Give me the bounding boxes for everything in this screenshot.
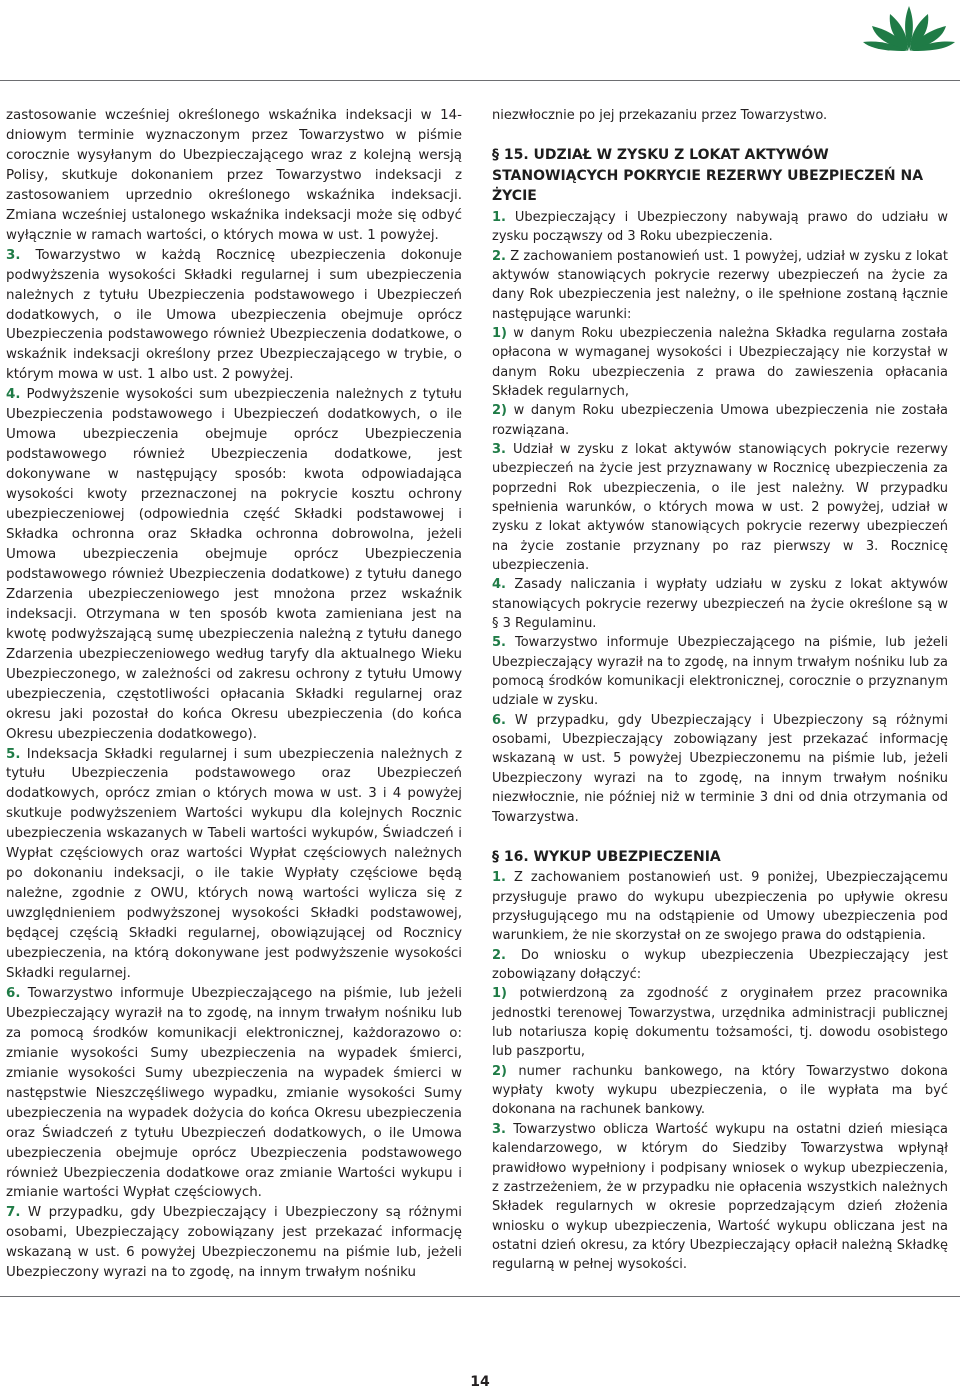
s15-paragraph-3: 3. Udział w zysku z lokat aktywów stanowiących pokrycie rezerwy ubezpieczeń na życie jest przyznawany w Rocznicę ubezpieczenia za poprzedni Rok ubezpieczenia, o ile jest należny. W przypadku spełnienia warunków, o których mowa w ust. 2 powyżej, udział w zysku z lokat aktywów stanowiących pokrycie rezerwy ubezpieczeń na życie zostanie przyznany po raz pierwszy w 3. Rocznicę ubezpieczenia. [492, 441, 948, 574]
s15-condition-2: 2) w danym Roku ubezpieczenia Umowa ubezpieczenia nie została rozwiązana. [492, 403, 948, 438]
s15-paragraph-6: 6. W przypadku, gdy Ubezpieczający i Ubezpieczony są różnymi osobami, Ubezpieczający zobowiązany jest przekazać informację wskazaną w ust. 5 powyżej Ubezpieczonemu na piśmie lub, jeżeli Ubezpieczony wyrazi na to zgodę, na innym trwałym nośniku niezwłocznie, nie później niż w terminie 3 dni od dnia otrzymania od Towarzystwa. [492, 712, 948, 825]
paragraph-3: 3. Towarzystwo w każdą Rocznicę ubezpieczenia dokonuje podwyższenia wysokości Składki regularnej i sum ubezpieczenia należnych z tytułu Ubezpieczenia podstawowego i Ubezpieczeń dodatkowych, o ile Umowa ubezpieczenia obejmuje oprócz Ubezpieczenia podstawowego również Ubezpieczenia dodatkowe, o wskaźnik indeksacji określony przez Ubezpieczającego w trybie, o którym mowa w ust. 1 albo ust. 2 powyżej. [6, 247, 462, 383]
s16-paragraph-3: 3. Towarzystwo oblicza Wartość wykupu na ostatni dzień miesiąca kalendarzowego, w którym do Siedziby Towarzystwa wpłynął prawidłowo wypełniony i podpisany wniosek o wykup ubezpieczenia, z zastrzeżeniem, że w przypadku nie opłacenia wszystkich należnych Składek regularnych w okresie poprzedzającym dzień złożenia wniosku o wykup ubezpieczenia, Wartość wykupu obliczana jest na ostatni dzień okresu, za który Ubezpieczający opłacił należną Składkę regularną w pełnej wysokości. [492, 1121, 948, 1273]
s16-attachment-1: 1) potwierdzoną za zgodność z oryginałem przez pracownika jednostki terenowej Towarzystwa, urzędnika administracji publicznej lub notariusza kopię dokumentu tożsamości, tj. dowodu osobistego lub paszportu, [492, 986, 948, 1060]
bottom-divider [0, 1296, 960, 1297]
right-column [492, 106, 948, 1275]
left-column [6, 106, 462, 1283]
paragraph-6: 6. Towarzystwo informuje Ubezpieczającego na piśmie, lub jeżeli Ubezpieczający wyraził na to zgodę, na innym trwałym nośniku lub za pomocą środków komunikacji elektronicznej, każdorazowo o: zmianie wysokości Sumy ubezpieczenia na wypadek śmierci, zmianie wysokości Sumy ubezpieczenia na wypadek śmierci w następstwie Nieszczęśliwego wypadku, zmianie wysokości Sumy ubezpieczenia na wypadek dożycia do końca Okresu ubezpieczenia oraz Świadczeń z tytułu Ubezpieczeń dodatkowych, o ile Umowa ubezpieczenia obejmuje oprócz Ubezpieczenia podstawowego również Ubezpieczenia dodatkowe oraz zmianie Wartości wykupu i zmianie wartości Wypłat częściowych. [6, 985, 462, 1201]
section-15-heading: § 15. UDZIAŁ W ZYSKU Z LOKAT AKTYWÓW STANOWIĄCYCH POKRYCIE REZERWY UBEZPIECZEŃ NA ŻYCIE [492, 147, 924, 205]
s16-attachment-2: 2) numer rachunku bankowego, na który Towarzystwo dokona wypłaty kwoty wykupu ubezpieczenia, o ile wypłata ma być dokonana na rachunek bankowy. [492, 1063, 948, 1118]
top-divider [0, 80, 960, 81]
paragraph-continuation: zastosowanie wcześniej określonego wskaźnika indeksacji w 14-dniowym terminie wyznaczonym przez Towarzystwo w piśmie corocznie wysyłanym do Ubezpieczającego wraz z kolejną wersją Polisy, skutkuje dokonaniem przez Towarzystwo indeksacji z zastosowaniem uprzednio określonego wskaźnika indeksacji. Zmiana wcześniej ustalonego wskaźnika indeksacji może się odbyć wyłącznie w ramach wartości, o których mowa w ust. 1 powyżej. [6, 108, 462, 243]
s15-paragraph-4: 4. Zasady naliczania i wypłaty udziału w zysku z lokat aktywów stanowiących pokrycie rezerwy ubezpieczeń na życie określone są w § 3 Regulaminu. [492, 577, 948, 632]
s15-paragraph-5: 5. Towarzystwo informuje Ubezpieczającego na piśmie, lub jeżeli Ubezpieczający wyraził na to zgodę, na innym trwałym nośniku lub za pomocą środków komunikacji elektronicznej, corocznie o przyznanym udziale w zysku. [492, 635, 948, 709]
paragraph-7: 7. W przypadku, gdy Ubezpieczający i Ubezpieczony są różnymi osobami, Ubezpieczający zobowiązany jest przekazać informację wskazaną w ust. 6 powyżej Ubezpieczonemu na piśmie lub, jeżeli Ubezpieczony wyrazi na to zgodę, na innym trwałym nośniku [6, 1205, 462, 1281]
s15-paragraph-2: 2. Z zachowaniem postanowień ust. 1 powyżej, udział w zysku z lokat aktywów stanowiących pokrycie rezerwy ubezpieczeń na życie za dany Rok ubezpieczenia jest należny, o ile spełnione zostaną łącznie następujące warunki: [492, 248, 948, 322]
paragraph-5: 5. Indeksacja Składki regularnej i sum ubezpieczenia należnych z tytułu Ubezpieczenia podstawowego oraz Ubezpieczeń dodatkowych, oprócz zmian o których mowa w ust. 3 i 4 powyżej skutkuje podwyższeniem Wartości wykupu dla kolejnych Rocznic ubezpieczenia wskazanych w Tabeli wartości wykupów, Świadczeń i Wypłat częściowych oraz wartości Wypłat częściowych należnych po dokonaniu indeksacji, o ile takie Wypłaty częściowe będą należne, zgodnie z OWU, których nową wartości wylicza się z uwzględnieniem podwyższonej wysokości Składki podstawowej, będącej częścią Składki regularnej, obowiązującej od Rocznicy ubezpieczenia, na którą dokonywane jest podwyższenie wysokości Składki regularnej. [6, 746, 462, 981]
s15-condition-1: 1) w danym Roku ubezpieczenia należna Składka regularna została opłacona w wymaganej wysokości i Ubezpieczający nie korzystał w danym Roku ubezpieczenia z prawa do zawieszenia opłacania Składek regularnych, [492, 325, 948, 399]
section-16-heading: § 16. WYKUP UBEZPIECZENIA [492, 848, 721, 865]
paragraph-continuation: niezwłocznie po jej przekazaniu przez Towarzystwo. [492, 108, 828, 123]
s16-paragraph-2: 2. Do wniosku o wykup ubezpieczenia Ubezpieczający jest zobowiązany dołączyć: [492, 947, 948, 983]
s15-paragraph-1: 1. Ubezpieczający i Ubezpieczony nabywają prawo do udziału w zysku począwszy od 3 Roku ubezpieczenia. [492, 209, 949, 245]
fan-leaf-logo-icon [862, 2, 956, 52]
paragraph-4: 4. Podwyższenie wysokości sum ubezpieczenia należnych z tytułu Ubezpieczenia podstawowego i Ubezpieczeń dodatkowych, o ile Umowa ubezpieczenia obejmuje oprócz Ubezpieczenia podstawowego również Ubezpieczenia dodatkowe, jest dokonywane w następujący sposób: kwota odpowiadająca wysokości kwoty przeznaczonej na pokrycie kosztu ochrony ubezpieczeniowej (odpowiednia część Składki podstawowej i Składka ochronna oraz Składka ochronna dobrowolna, jeżeli Umowa ubezpieczenia obejmuje oprócz Ubezpieczenia podstawowego również Ubezpieczenia dodatkowe) z tytułu danego Zdarzenia ubezpieczeniowego jest mnożona przez wskaźnik indeksacji. Otrzymana w ten sposób kwota zamieniana jest na kwotę podwyższającą sumę ubezpieczenia należną z tytułu danego Zdarzenia ubezpieczeniowego według taryfy dla aktualnego Wieku Ubezpieczonego, w zależności od zakresu ochrony z tytułu Umowy ubezpieczenia, częstotliwości opłacania Składki regularnej oraz okresu jaki pozostał do końca Okresu ubezpieczenia (do końca Okresu ubezpieczenia dodatkowego). [6, 387, 462, 742]
page-number: 14 [470, 1374, 490, 1390]
s16-paragraph-1: 1. Z zachowaniem postanowień ust. 9 poniżej, Ubezpieczającemu przysługuje prawo do wykupu ubezpieczenia po upływie okresu przysługującego mu na odstąpienie od Umowy ubezpieczenia pod warunkiem, że nie skorzystał on ze swojego prawa do odstąpienia. [492, 870, 948, 944]
